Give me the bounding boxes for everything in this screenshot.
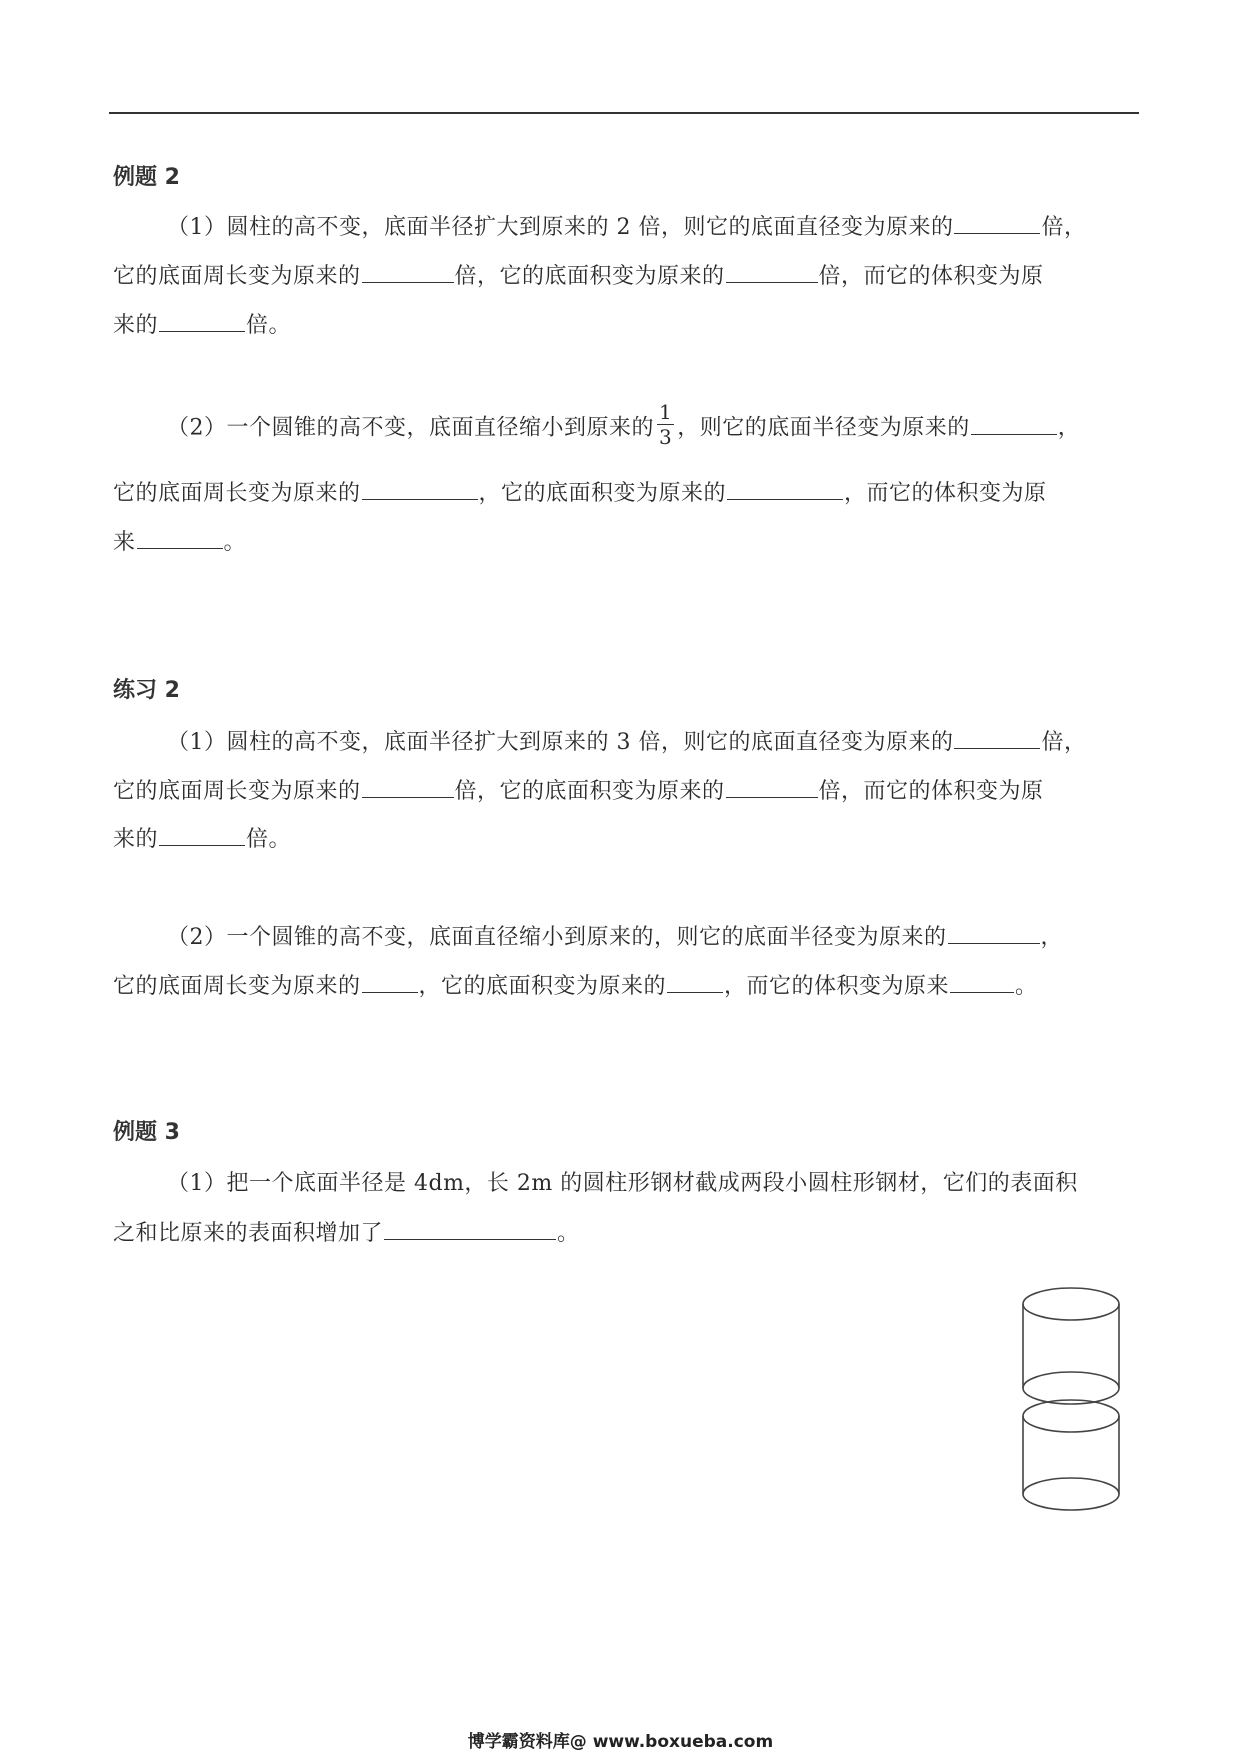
ex2-q1-line3: 来的 倍。 bbox=[113, 313, 292, 338]
practice-2-heading: 练习 2 bbox=[113, 678, 180, 703]
answer-blank[interactable] bbox=[159, 827, 245, 846]
answer-blank[interactable] bbox=[137, 530, 223, 549]
answer-blank[interactable] bbox=[384, 1221, 556, 1240]
fraction-one-third: $\frac{1}{3}$ bbox=[659, 400, 673, 449]
ex3-q1-line1: （1）把一个底面半径是 4dm，长 2m 的圆柱形钢材截成两段小圆柱形钢材，它们的表面积 bbox=[167, 1171, 1078, 1196]
pr2-q1-line1: （1）圆柱的高不变，底面半径扩大到原来的 3 倍，则它的底面直径变为原来的 倍， bbox=[167, 730, 1087, 755]
answer-blank[interactable] bbox=[159, 313, 245, 332]
pr2-q1-line2: 它的底面周长变为原来的 倍，它的底面积变为原来的 倍，而它的体积变为原 bbox=[113, 779, 1044, 804]
answer-blank[interactable] bbox=[727, 481, 843, 500]
ex2-q2-line1: （2）一个圆锥的高不变，底面直径缩小到原来的 $\frac{1}{3}$ ，则它的底面半径变为原来的 ， bbox=[167, 400, 1081, 449]
footer-watermark: 博学霸资料库@ www.boxueba.com bbox=[467, 1732, 774, 1752]
answer-blank[interactable] bbox=[362, 264, 454, 283]
ex2-q1-line2: 它的底面周长变为原来的 倍，它的底面积变为原来的 倍，而它的体积变为原 bbox=[113, 264, 1044, 289]
ex2-q2-line3: 来 。 bbox=[113, 530, 247, 555]
answer-blank[interactable] bbox=[667, 974, 723, 993]
header-rule bbox=[109, 112, 1139, 114]
ex2-q1-line1: （1）圆柱的高不变，底面半径扩大到原来的 2 倍，则它的底面直径变为原来的 倍， bbox=[167, 215, 1087, 240]
answer-blank[interactable] bbox=[362, 779, 454, 798]
answer-blank[interactable] bbox=[954, 215, 1040, 234]
answer-blank[interactable] bbox=[971, 416, 1057, 435]
example-2-heading: 例题 2 bbox=[113, 165, 180, 190]
pr2-q2-line1: （2）一个圆锥的高不变，底面直径缩小到原来的，则它的底面半径变为原来的 ， bbox=[167, 925, 1064, 950]
answer-blank[interactable] bbox=[726, 779, 818, 798]
answer-blank[interactable] bbox=[950, 974, 1014, 993]
example-3-heading: 例题 3 bbox=[113, 1120, 180, 1145]
answer-blank[interactable] bbox=[362, 974, 418, 993]
pr2-q2-line2: 它的底面周长变为原来的 ，它的底面积变为原来的 ，而它的体积变为原来 。 bbox=[113, 974, 1038, 999]
pr2-q1-line3: 来的 倍。 bbox=[113, 827, 292, 852]
answer-blank[interactable] bbox=[948, 925, 1040, 944]
answer-blank[interactable] bbox=[362, 481, 478, 500]
answer-blank[interactable] bbox=[726, 264, 818, 283]
answer-blank[interactable] bbox=[954, 730, 1040, 749]
ex3-q1-line2: 之和比原来的表面积增加了 。 bbox=[113, 1221, 580, 1246]
two-cylinders-figure bbox=[1018, 1286, 1124, 1512]
ex2-q2-line2: 它的底面周长变为原来的 ，它的底面积变为原来的 ，而它的体积变为原 bbox=[113, 481, 1047, 506]
